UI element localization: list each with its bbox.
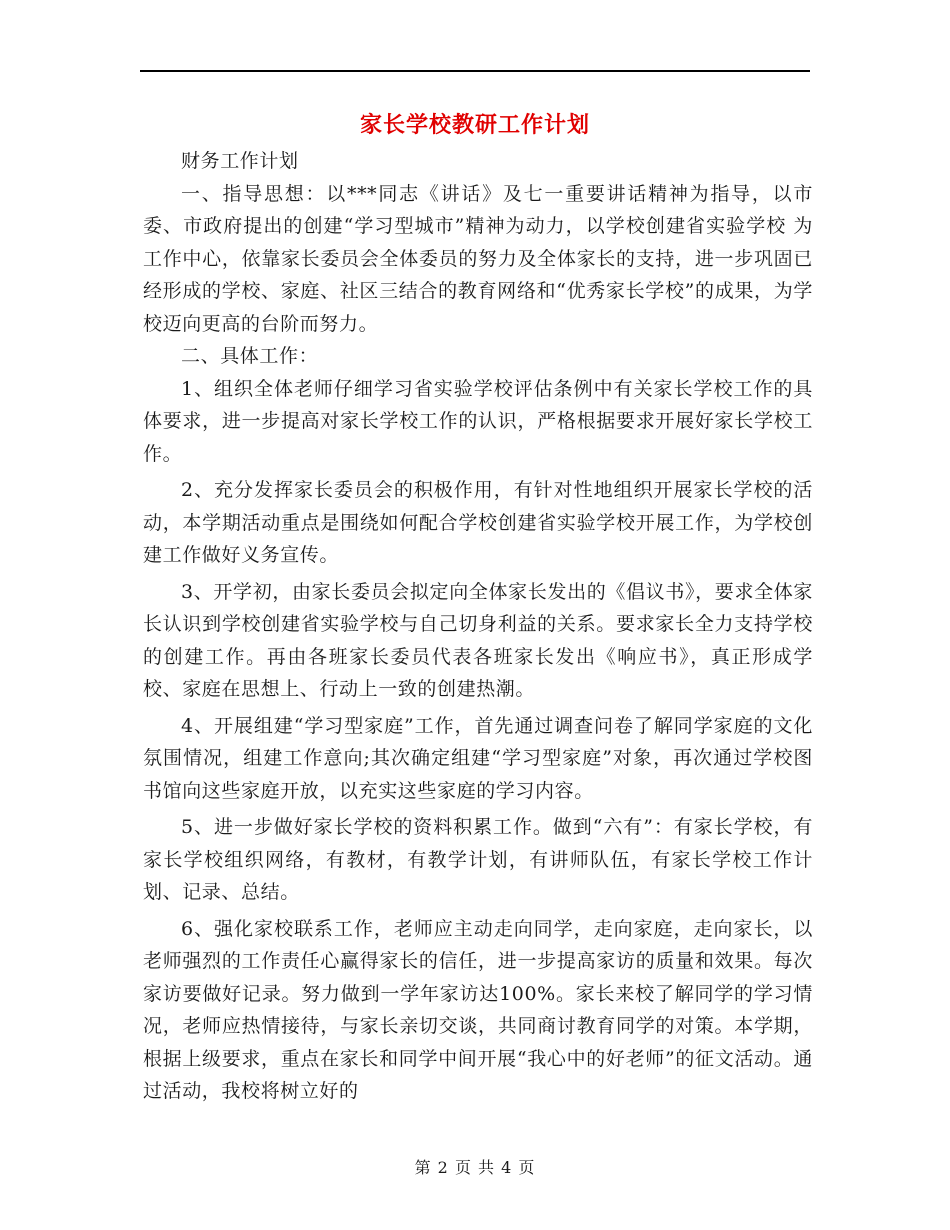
header-rule <box>140 70 810 72</box>
page-number: 第 2 页 共 4 页 <box>414 1158 536 1177</box>
document-body <box>143 145 813 1108</box>
document-title: 家长学校教研工作计划 <box>359 112 590 138</box>
paragraph-guiding-thought: 一、指导思想：以***同志《讲话》及七一重要讲话精神为指导，以市委、市政府提出的创建“学习型城市”精神为动力，以学校创建省实验学校 为工作中心，依靠家长委员会全体委员的努力及全体家长的支持，进一步巩固已经形成的学校、家庭、社区三结合的教育网络和“优秀家长学校”的成果，为学校迈向更高的台阶而努力。 <box>143 182 813 335</box>
paragraph-item-2: 2、充分发挥家长委员会的积极作用，有针对性地组织开展家长学校的活动，本学期活动重点是围绕如何配合学校创建省实验学校开展工作，为学校创建工作做好义务宣传。 <box>143 479 813 566</box>
paragraph-item-3: 3、开学初，由家长委员会拟定向全体家长发出的《倡议书》，要求全体家长认识到学校创建省实验学校与自己切身利益的关系。要求家长全力支持学校的创建工作。再由各班家长委员代表各班家长发出《响应书》，真正形成学校、家庭在思想上、行动上一致的创建热潮。 <box>143 580 813 700</box>
paragraph-subtitle: 财务工作计划 <box>181 150 299 172</box>
paragraph-item-1: 1、组织全体老师仔细学习省实验学校评估条例中有关家长学校工作的具体要求，进一步提高对家长学校工作的认识，严格根据要求开展好家长学校工作。 <box>143 377 813 465</box>
paragraph-item-5: 5、进一步做好家长学校的资料积累工作。做到“六有”：有家长学校，有家长学校组织网络，有教材，有教学计划，有讲师队伍，有家长学校工作计划、记录、总结。 <box>143 816 813 903</box>
paragraph-section-heading: 二、具体工作： <box>181 345 319 367</box>
paragraph-item-6: 6、强化家校联系工作，老师应主动走向同学，走向家庭，走向家长，以老师强烈的工作责任心赢得家长的信任，进一步提高家访的质量和效果。每次家访要做好记录。努力做到一学年家访达100%。家长来校了解同学的学习情况，老师应热情接待，与家长亲切交谈，共同商讨教育同学的对策。本学期，根据上级要求，重点在家长和同学中间开展“我心中的好老师”的征文活动。通过活动，我校将树立好的 <box>143 917 813 1102</box>
paragraph-item-4: 4、开展组建“学习型家庭”工作，首先通过调查问卷了解同学家庭的文化氛围情况，组建工作意向;其次确定组建“学习型家庭”对象，再次通过学校图书馆向这些家庭开放，以充实这些家庭的学习内容。 <box>143 714 813 802</box>
